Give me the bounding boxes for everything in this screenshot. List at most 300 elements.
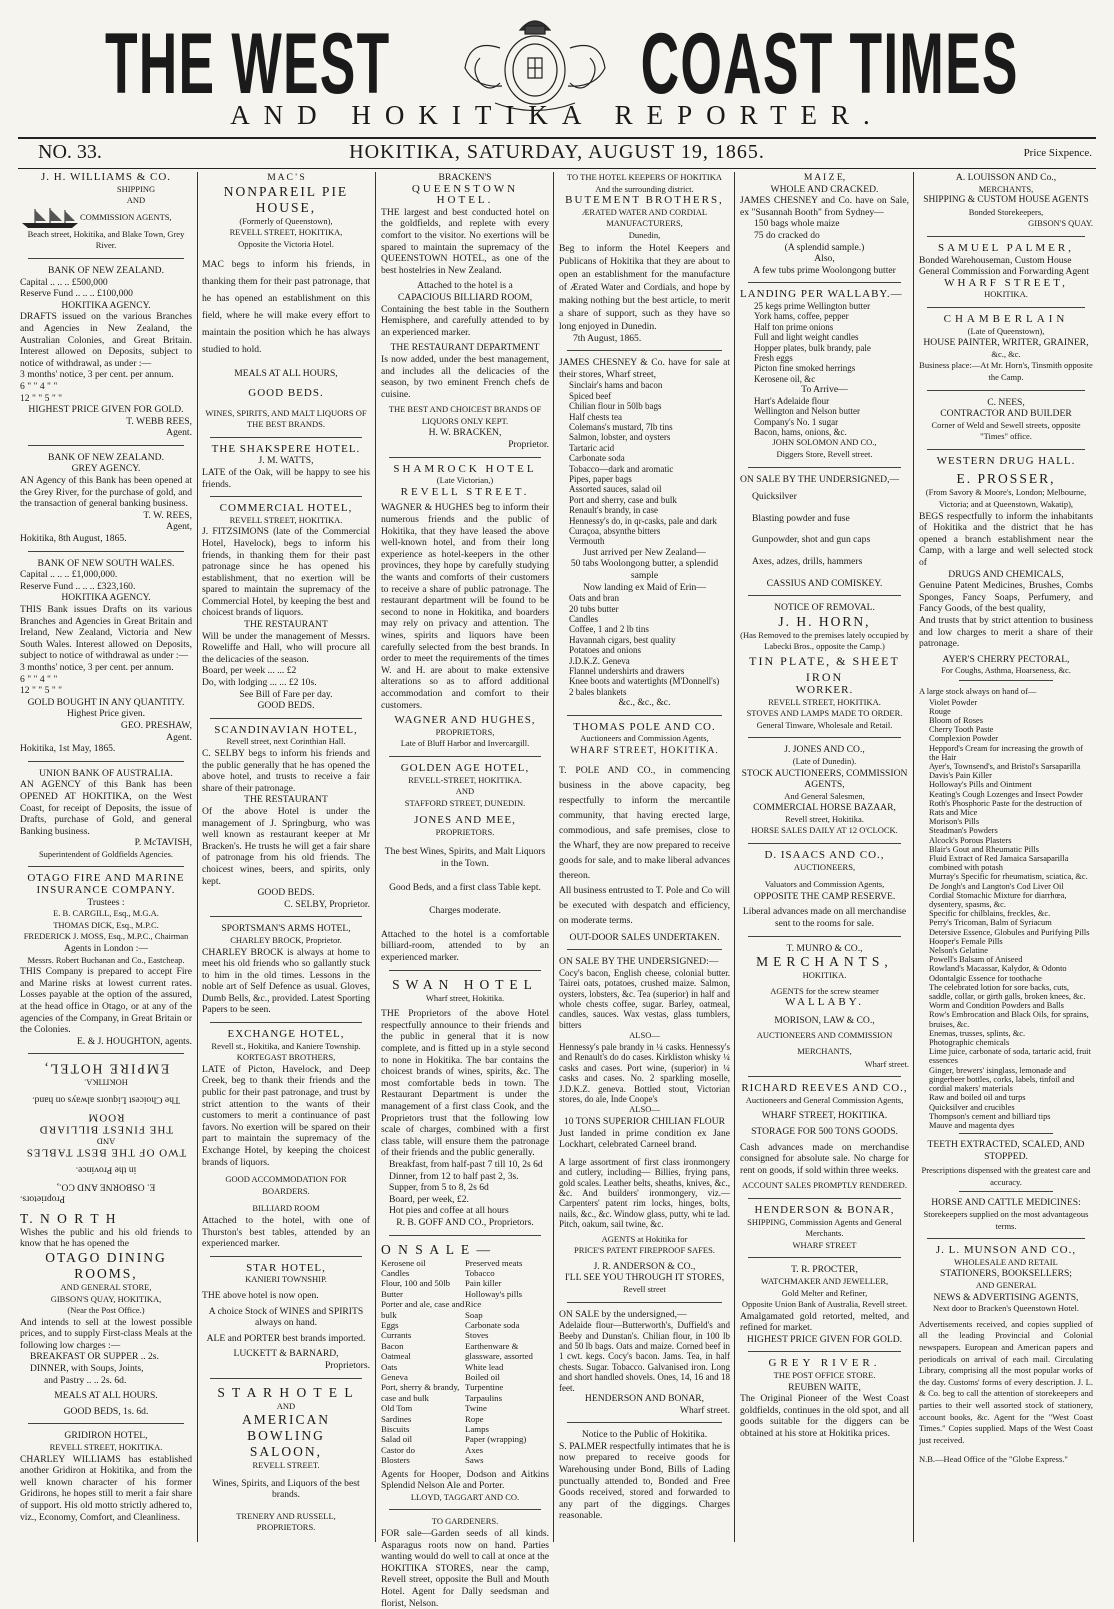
- column-1: [18, 172, 194, 1542]
- ad-bank-nsw: [20, 558, 192, 755]
- list-item: Geneva: [381, 1371, 408, 1382]
- ad-line: AND: [276, 1400, 296, 1411]
- ad-heading: SPORTSMAN'S ARMS HOTEL,: [221, 923, 351, 935]
- list-item: Tobacco—dark and aromatic: [569, 463, 674, 474]
- ad-line: MEALS AT ALL HOURS,: [234, 368, 338, 380]
- ad-heading: BRACKEN'S: [438, 172, 492, 183]
- ad-heading: S T A R H O T E L: [217, 1384, 355, 1400]
- ad-line: The Choicest Liquors always on hand.: [32, 1094, 180, 1106]
- list-item: Port and sherry, case and bulk: [569, 494, 677, 505]
- ad-richard-reeves: [740, 1083, 909, 1192]
- ad-heading: T. MUNRO & CO.,: [786, 942, 863, 954]
- ad-anderson-on-sale: [559, 956, 730, 1295]
- list-item: Kerosene oil, &c: [754, 373, 816, 384]
- separator: [927, 1238, 1085, 1239]
- ad-line: Capital .. .. .. £1,000,000.: [20, 569, 118, 581]
- ad-heading: I'LL SEE YOU THROUGH IT STORES,: [564, 1272, 725, 1284]
- column-2: [200, 172, 372, 1542]
- list-item: Castor do: [381, 1444, 415, 1455]
- list-item: Chilian flour in 50lb bags: [569, 401, 662, 412]
- ad-date: Hokitika, 1st May, 1865.: [20, 743, 116, 755]
- goods-list: [559, 593, 730, 697]
- separator: [210, 718, 362, 719]
- column-3: [379, 172, 551, 1609]
- ad-line: Attached to the hotel is a: [417, 280, 513, 292]
- ad-gridiron-hotel: [20, 1430, 192, 1523]
- ad-subheading: (Late of Dunedin).: [792, 755, 857, 766]
- ad-heading: ON SALE BY THE UNDERSIGNED,—: [740, 473, 900, 485]
- ad-body: BEGS respectfully to inform the inhabitants of Hokitika and the district that he has opened a branch establishment near the Camp, with a large and well selected stock of: [919, 510, 1093, 569]
- list-item: Sinclair's hams and bacon: [569, 380, 663, 391]
- list-item: Oats and bran: [569, 593, 619, 604]
- list-item: Candles: [569, 614, 598, 625]
- separator: [28, 445, 184, 446]
- sale-list-right: [465, 1258, 549, 1466]
- ad-subheading: (Late Victorian,): [436, 475, 494, 486]
- separator: [748, 595, 901, 596]
- separator: [567, 1422, 722, 1423]
- ad-body: AN Agency of this Bank has been opened at the Grey River, for the purchase of gold, and the transaction of general banking business.: [20, 475, 192, 510]
- ad-line: Do, with lodging ... ... £2 10s.: [202, 677, 317, 689]
- ad-line: SHIPPING: [116, 183, 156, 194]
- list-item: Carbonate soda: [569, 453, 625, 464]
- ad-heading: GRIDIRON HOTEL,: [64, 1430, 148, 1442]
- ad-body: THE largest and best conducted hotel on the goldfields, and replete with every comfort to the visitor. No exertions will be spared to maintain the supremacy of the QUEENSTOWN HOTEL, as one of the best hostelries in New Zealand.: [381, 206, 549, 276]
- ad-heading: HENDERSON & BONAR,: [754, 1203, 895, 1216]
- ad-body: AN AGENCY of this Bank has been OPENED AT HOKITIKA, on the West Coast, for receipt of Deposits, the issue of Drafts, purchase of Gold, and general Banking business.: [20, 779, 192, 837]
- ad-line: AGENTS at Hokitika for: [601, 1233, 688, 1244]
- ad-subheading: KANIERI TOWNSHIP.: [245, 1274, 327, 1285]
- ad-body: Cash advances made on merchandise consigned for absolute sale. No charge for rent on goods, if sold within three weeks.: [740, 1141, 909, 1176]
- ad-body: (Has Removed to the premises lately occupied by Labecki Bros., opposite the Camp.): [740, 629, 909, 652]
- ad-line: GOLD BOUGHT IN ANY QUANTITY.: [27, 696, 185, 708]
- ad-heading: TO GARDENERS.: [431, 1516, 499, 1527]
- list-item: Worm and Condition Powders and Balls: [929, 1001, 1064, 1011]
- ad-heading: GOLDEN AGE HOTEL,: [400, 761, 530, 774]
- ad-body: The best Wines, Spirits, and Malt Liquors in the Town.: [384, 846, 546, 870]
- ad-line: &c., &c.: [991, 348, 1021, 359]
- list-item: Flour, 100 and 50lb: [381, 1278, 451, 1289]
- ad-heading: NEWS & ADVERTISING AGENTS,: [933, 1291, 1079, 1303]
- list-item: Raw and boiled oil and turps: [929, 1093, 1026, 1103]
- ad-line: GOOD BEDS.: [257, 887, 315, 899]
- separator: [748, 467, 901, 468]
- list-item: Havannah cigars, best quality: [569, 634, 676, 645]
- ad-bank-nz-grey: [20, 452, 192, 545]
- ad-signature: Agent.: [166, 731, 192, 743]
- ad-line: Gold Melter and Refiner,: [781, 1287, 868, 1298]
- ad-line: Next door to Bracken's Queenstown Hotel.: [933, 1303, 1079, 1314]
- ad-body: THE Proprietors of the above Hotel respectfully announce to their friends and the public in general that it is now complete, and is fitted up in a style second to none in Hokitika. The bar contains the choicest brands of wines, spirits, &c. The most comfortable beds in town. The Restaurant Department is under the management of a first class Cook, and the Proprietors trust that the following low scale of charges, combined with a first class table, will ensure them the patronage of their friends and the public generally.: [381, 1008, 549, 1159]
- ad-line: Breakfast, from half-past 7 till 10, 2s 6d: [389, 1158, 543, 1170]
- ad-line: AND: [96, 1136, 116, 1147]
- masthead-title-right: COAST TIMES: [640, 16, 1019, 112]
- list-item: Twine: [465, 1403, 487, 1414]
- list-item: Mauve and magenta dyes: [929, 1120, 1015, 1130]
- ad-subheading: (From Savory & Moore's, London; Melbourne, Victoria; and at Queenstown, Wakatip),: [925, 487, 1087, 510]
- ad-grey-river-store: [740, 1358, 909, 1439]
- separator: [28, 1053, 184, 1054]
- list-item: Murray's Specific for rheumatism, sciatica, &c.: [929, 872, 1088, 882]
- list-item: Tarpaulins: [465, 1392, 503, 1403]
- ad-subheading: (Late of Queenstown),: [967, 325, 1045, 336]
- list-item: Rowland's Macassar, Kalydor, & Odonto: [929, 964, 1067, 974]
- list-item: Flannel undershirts and drawers: [569, 666, 685, 677]
- ad-subheading: Auctioneers and General Commission Agents,: [745, 1094, 904, 1105]
- ad-james-chesney-stores: [559, 357, 730, 709]
- ad-body: DRAFTS issued on the various Branches and Agencies in New Zealand, the Australian Colonies, and Great Britain. Interest allowed on Deposits, subject to notice of withdrawal, as under :—: [20, 311, 192, 369]
- ad-line: Axes, adzes, drills, hammers: [752, 555, 863, 567]
- list-item: Rope: [465, 1413, 484, 1424]
- ad-heading: 10 TONS SUPERIOR CHILIAN FLOUR: [563, 1115, 726, 1127]
- list-item: Fluid Extract of Red Jamaica Sarsaparilla combined with potash: [929, 854, 1069, 873]
- list-item: Enemas, trusses, splints, &c.: [929, 1028, 1026, 1038]
- ad-signature: HENDERSON AND BONAR,: [584, 1392, 705, 1404]
- ad-body: Agents for Hooper, Dodson and Aitkins Splendid Nelson Ale and Porter.: [381, 1468, 549, 1492]
- list-item: Photographic chemicals: [929, 1038, 1010, 1048]
- ad-jh-williams: [20, 172, 192, 252]
- ad-heading: AMERICAN BOWLING: [241, 1412, 330, 1444]
- ad-body: Genuine Patent Medicines, Brushes, Combs Sponges, Fancy Soaps, Perfumery, and Fancy Goods, of the best quality,: [919, 580, 1093, 615]
- ad-body: Just landed in prime condition ex Jane Lockhart, celebrated Carneel brand.: [559, 1127, 730, 1151]
- ad-line: A choice Stock of WINES and SPIRITS always on hand.: [208, 1305, 364, 1329]
- ad-subheading: REVELL STREET, HOKITIKA.: [49, 1442, 163, 1453]
- ad-line: Valuators and Commission Agents,: [764, 879, 885, 890]
- ad-subheading: MANUFACTURERS,: [606, 218, 683, 229]
- ad-bank-nz: [20, 265, 192, 439]
- list-item: Coffee, 1 and 2 lb tins: [569, 624, 649, 635]
- list-item: Full and light weight candles: [754, 332, 859, 343]
- ad-heading: O N S A L E —: [381, 1241, 493, 1257]
- ad-body: FOR sale—Garden seeds of all kinds. Asparagus roots now on hand. Parties wanting would do well to call at once at the HOKITIKA STORES, near the camp, Revell street, opposite the Bull and Mouth Hotel. Agent for Dally seedsman and florist, Nelson.: [381, 1528, 549, 1609]
- ad-body: Wishes the public and his old friends to know that he has opened the: [20, 1226, 192, 1250]
- ad-line: AYER'S CHERRY PECTORAL,: [942, 653, 1070, 665]
- goods-list: [740, 301, 909, 384]
- ad-body: JAMES CHESNEY and Co. have on Sale, ex "Susannah Booth" from Sydney—: [740, 195, 909, 218]
- ad-body: AUCTIONEERS AND COMMISSION MERCHANTS,: [756, 1029, 893, 1056]
- list-item: Roth's Phosphoric Paste for the destruction of Rats and Mice: [929, 798, 1083, 817]
- list-item: Colemans's mustard, 7lb tins: [569, 421, 673, 432]
- list-item: Morison's Pills: [929, 817, 980, 827]
- list-item: Old Tom: [381, 1403, 413, 1414]
- ad-body: Hennessy's pale brandy in ¼ casks. Hennessy's and Renault's do do cases. Kirkliston whisky ¼ casks and cases. Port wine, (superior) in ¼ casks and cases. No. 2 sparkling moselle, J.D.K.Z. geneva. Bottled stout, Victorian stores, do ale, Inde Coope's: [559, 1041, 730, 1104]
- list-item: Holloway's pills: [465, 1288, 523, 1299]
- ad-swan-hotel: [381, 977, 549, 1229]
- ad-body: All business entrusted to T. Pole and Co will be executed with despatch and efficiency, on moderate terms.: [559, 884, 730, 926]
- ad-landing-wallaby: [740, 289, 909, 460]
- list-item: De Jongh's and Langton's Cod Liver Oil: [929, 881, 1064, 891]
- ad-line: Also,: [814, 253, 835, 265]
- ad-line: in the Province.: [75, 1164, 137, 1176]
- ad-subheading: REVELL STREET, HOKITIKA.: [229, 514, 343, 525]
- ad-commercial-hotel: [202, 503, 370, 712]
- list-item: 2 bales blankets: [569, 686, 627, 697]
- ad-line: E. B. CARGILL, Esq., M.G.A.: [53, 908, 159, 919]
- list-item: Picton fine smoked herrings: [754, 363, 856, 374]
- ad-body: Cocy's bacon, English cheese, colonial butter. Tairei oats, potatoes, crushed maize. Salmon, oysters, lobsters, &c. Tea (superior) in half and whole chests coffee, sugar. Barley, oatmeal, candles, sauces. Wax vestas, glass tumblers, bitters: [559, 967, 730, 1030]
- ad-body: Containing the best table in the Southern Hemisphere, and carefully attended to by an experienced marker.: [381, 303, 549, 338]
- ad-body: A large assortment of first class ironmongery and cutlery, including— Billies, frying pans, gold scales. Leather belts, sheaths, knives, &c., &c. And builders' ironmongery, viz.— Carpenters' patent rim locks, hinges, bolts, nails, &c., &c. Window glass, putty, whi te lad. Pitch, oakum, sail twine, &c.: [559, 1156, 730, 1230]
- ad-heading: SAMUEL PALMER,: [938, 241, 1074, 254]
- ad-line: COMMERCIAL HORSE BAZAAR,: [753, 802, 896, 814]
- list-item: Blair's Gout and Rheumatic Pills: [929, 844, 1039, 854]
- ad-line: Gunpowder, shot and gun caps: [752, 534, 871, 546]
- ad-heading: OTAGO DINING ROOMS,: [45, 1249, 167, 1281]
- ad-line: Agents in London :—: [64, 943, 148, 955]
- ad-body: LATE of Picton, Havelock, and Deep Creek, beg to thank their friends and the public for their past patronage, and trust by strict attention to the wants of their customers to merit a continuance of past favors. No exertion will be spared on their part to maintain the supremacy of the Exchange Hotel, by keeping the choicest brands of liquors.: [202, 1063, 370, 1168]
- separator: [748, 1351, 901, 1352]
- ad-subheading: Revell street: [623, 1283, 666, 1294]
- ad-subheading: Auctioneers and Commission Agents,: [580, 733, 709, 744]
- ad-subheading: THE RESTAURANT: [244, 794, 328, 806]
- ad-line: GOOD BEDS.: [248, 386, 324, 399]
- ad-body: Advertisements received, and copies supplied of all the leading Provincial and Colonial newspapers. European and American papers and periodicals on arrival of each mail. Circulating Library, comprising all the most popular works of the day. Customs' forms of every description. J. L. & Co. beg to call the attention of storekeepers and parties to their well assorted stock of stationery, account books, &c. Agent for the "West Coast Times." Copies supplied. Maps of the West Coast just received.: [919, 1318, 1093, 1445]
- ad-body: Beg to inform the Hotel Keepers and Publicans of Hokitika that they are about to open an establishment for the manufacture of Ærated Water and Cordials, and hope by making nothing but the best article, to merit a share of support, such as they have so long enjoyed in Dunedin.: [559, 242, 730, 332]
- ad-line: Dinner, from 12 to half past 2, 3s.: [389, 1170, 519, 1182]
- ad-body: LATE of the Oak, will be happy to see his friends.: [202, 466, 370, 490]
- list-item: Alcock's Porous Plasters: [929, 835, 1012, 845]
- list-item: Curaçoa, absynthe bitters: [569, 526, 661, 537]
- ad-subheading: WHOLE AND CRACKED.: [770, 183, 879, 195]
- list-item: Nelson's Gelatine: [929, 946, 988, 956]
- ad-subheading: REVELL STREET.: [252, 1460, 320, 1471]
- list-item: The celebrated lotion for sore backs, cuts, saddle, collar, or girth galls, broken knees, &c.: [929, 982, 1086, 1002]
- ad-body: CHARLEY BROCK is always at home to meet his old friends who so gallantly stuck to him in the old times. Lessons in the noble art of Self Defence as usual. Gloves, Dumb Bells, &c., provided. Latest Sporting Papers to be seen.: [202, 946, 370, 1016]
- ad-signature: Late of Bluff Harbor and Invercargill.: [400, 738, 530, 749]
- ad-tr-procter: [740, 1264, 909, 1345]
- separator: [28, 551, 184, 552]
- ad-body: S. PALMER respectfully intimates that he is now prepared to receive goods for Warehousing under Bond, Bills of Lading punctually attended to, Bonded and Free Goods received, stored and forwarded to any part of the diggings. Charges reasonable.: [559, 1440, 730, 1522]
- list-item: Lamps: [465, 1424, 489, 1434]
- separator: [567, 949, 722, 950]
- separator: [210, 1022, 362, 1023]
- top-rule: [18, 137, 1096, 139]
- ad-subheading: Wharf street, Hokitika.: [425, 992, 505, 1003]
- ad-star-hotel-bowling: [202, 1385, 370, 1535]
- ad-subheading: WHOLESALE AND RETAIL: [954, 1256, 1058, 1267]
- separator: [389, 1235, 541, 1236]
- ad-line: ALSO—: [629, 1030, 660, 1041]
- list-item: Kerosene oil: [381, 1257, 426, 1268]
- ad-body: C. SELBY begs to inform his friends and the public generally that he has opened the above hotel, and trusts to receive a fair share of their patronage.: [202, 748, 370, 794]
- ad-subheading: GREY AGENCY.: [71, 463, 141, 475]
- ad-line: Trustees :: [87, 896, 125, 908]
- list-item: Quicksilver and crucibles: [929, 1102, 1015, 1112]
- list-item: Preserved meats: [465, 1257, 523, 1268]
- ad-heading: WHARF STREET,: [944, 276, 1068, 289]
- ad-body: Is now added, under the best management, and includes all the delicacies of the season, by two eminent French chefs de cuisine.: [381, 353, 549, 400]
- ad-body: MAC begs to inform his friends, in thanking them for their past patronage, that he has opened an establishment on this field, where he will make every effort to maintain the position which he has always studied to hold.: [202, 259, 370, 356]
- ad-signature: R. B. GOFF AND CO., Proprietors.: [396, 1216, 534, 1228]
- separator: [748, 282, 901, 283]
- ad-line: To Arrive—: [801, 384, 848, 396]
- list-item: Carbonate soda: [465, 1319, 520, 1330]
- ad-body: Amalgamated gold retorted, melted, and refined for market.: [740, 1310, 909, 1334]
- list-item: Port, sherry & brandy, case and bulk: [381, 1382, 460, 1403]
- ad-body: Of the above Hotel is under the management of J. Springburg, who was well known as restaurant keeper at Mr Bracken's. He trusts he will get a fair share of patronage from his old friends. The choicest wines, beers, and spirits, only kept.: [202, 805, 370, 887]
- ad-heading: J. H. HORN,: [778, 613, 871, 629]
- separator: [210, 437, 362, 438]
- list-item: Cherry Tooth Paste: [929, 725, 994, 735]
- ad-heading: COMMERCIAL HOTEL,: [219, 502, 353, 515]
- ad-queenstown-hotel: [381, 172, 549, 451]
- list-item: Davis's Pain Killer: [929, 771, 992, 781]
- ad-subheading: Revell st., Hokitika, and Kaniere Township.: [211, 1040, 361, 1051]
- ad-line: HOKITIKA.: [84, 1077, 128, 1088]
- ad-line: DRUGS AND CHEMICALS,: [948, 568, 1064, 580]
- columns: [18, 171, 1096, 1609]
- column-6: [917, 172, 1095, 1542]
- ad-shakspere-hotel: [202, 444, 370, 490]
- ad-line: Proprietors.: [20, 1193, 66, 1205]
- masthead-subtitle: AND HOKITIKA REPORTER.: [230, 100, 884, 130]
- list-item: Ayer's, Townsend's, and Bristol's Sarsaparilla: [929, 761, 1081, 771]
- ad-heading: NONPAREIL PIE HOUSE,: [223, 183, 349, 215]
- ad-line: PRICE'S PATENT FIREPROOF SAFES.: [574, 1245, 715, 1256]
- ad-line: And General Salesmen,: [784, 790, 865, 801]
- ad-line: AND: [455, 786, 475, 797]
- list-item: Blosters: [381, 1455, 410, 1466]
- list-item: Violet Powder: [929, 697, 978, 707]
- ad-line: GIBSON'S QUAY.: [1028, 218, 1093, 229]
- separator: [28, 258, 184, 259]
- list-item: Tobacco: [465, 1267, 495, 1278]
- ad-subheading: AUCTIONEERS,: [793, 861, 856, 872]
- separator: [28, 1423, 184, 1424]
- ad-heading: Notice to the Public of Hokitika.: [581, 1429, 708, 1441]
- ad-subheading: SHIPPING, Commission Agents and General Merchants.: [747, 1216, 902, 1239]
- ad-shamrock-hotel: [381, 464, 549, 750]
- list-item: Soap: [465, 1309, 483, 1320]
- list-item: Heppord's Cream for increasing the growth of the Hair: [929, 743, 1084, 762]
- ad-signature: J. R. ANDERSON & CO.,: [593, 1260, 696, 1272]
- ad-empire-hotel-inverted: [20, 1060, 192, 1204]
- ad-line: ALE and PORTER best brands imported.: [206, 1332, 366, 1344]
- ad-heading: THOMAS POLE AND CO.: [573, 720, 716, 733]
- ad-thomas-pole: [559, 722, 730, 943]
- ad-subheading: HOKITIKA AGENCY.: [61, 592, 151, 604]
- goods-list: [740, 396, 909, 438]
- list-item: Specific for chilblains, freckles, &c.: [929, 909, 1051, 919]
- ad-line: WALLABY.: [784, 996, 865, 1009]
- ad-line: HIGHEST PRICE GIVEN FOR GOLD.: [746, 1333, 903, 1345]
- ad-line: BREAKFAST OR SUPPER .. 2s.: [30, 1351, 159, 1363]
- list-item: Bacon: [381, 1340, 404, 1351]
- ad-line: E. OSBORNE AND CO.,: [56, 1182, 156, 1194]
- ad-signature: Wharf street.: [679, 1404, 730, 1416]
- ad-signature: H. W. BRACKEN,: [428, 427, 502, 439]
- separator: [28, 866, 184, 867]
- ad-line: 3 months' notice, 3 per cent. per annum.: [20, 661, 174, 673]
- ad-heading: ON SALE BY THE UNDERSIGNED:—: [559, 956, 719, 968]
- list-item: Half ton prime onions: [754, 321, 834, 332]
- ad-golden-age-hotel: [381, 763, 549, 964]
- ad-heading: OTAGO FIRE AND MARINE INSURANCE COMPANY.: [27, 872, 185, 897]
- ad-signature: Proprietor.: [508, 439, 549, 451]
- list-item: Half chests tea: [569, 411, 622, 422]
- ad-signature: E. & J. HOUGHTON, agents.: [77, 1035, 192, 1047]
- list-item: Porter and ale, case and bulk: [381, 1299, 465, 1320]
- ad-heading: SHIPPING & CUSTOM HOUSE AGENTS: [923, 195, 1089, 206]
- ad-chamberlain: [919, 314, 1093, 384]
- ad-sportsmans-arms: [202, 923, 370, 1016]
- list-item: J.D.K.Z. Geneva: [569, 655, 630, 666]
- ad-line: TWO OF THE BEST TABLES: [25, 1146, 187, 1159]
- ad-body: And intends to sell at the lowest possible prices, and to supply First-class Meals at the following low charges :—: [20, 1316, 192, 1351]
- ad-line: Just arrived per New Zealand—: [583, 546, 706, 558]
- list-item: Oatmeal: [381, 1351, 411, 1362]
- ad-subheading: Revell street, next Corinthian Hall.: [226, 736, 346, 747]
- ad-heading: STORAGE FOR 500 TONS GOODS.: [751, 1125, 898, 1137]
- ad-heading: STATIONERS, BOOKSELLERS;: [940, 1268, 1072, 1280]
- ad-line: 75 do cracked do: [754, 229, 820, 241]
- ad-cassius-comiskey: [740, 474, 909, 590]
- masthead: [0, 0, 1114, 140]
- separator: [748, 1257, 901, 1258]
- ad-signature: Agent.: [166, 427, 192, 439]
- ad-body: Wines, Spirits, and Liquors of the best brands.: [212, 1477, 360, 1501]
- ad-heading: C. NEES,: [987, 396, 1025, 408]
- ad-jh-horn: [740, 602, 909, 731]
- ad-heading: SHAMROCK HOTEL: [393, 462, 537, 475]
- ad-signature: Agent,: [166, 521, 192, 533]
- ad-heading: E. PROSSER,: [956, 471, 1056, 487]
- ad-heading: J. JONES AND CO.,: [784, 744, 865, 756]
- list-item: Turpentine: [465, 1382, 504, 1393]
- ad-heading: BANK OF NEW SOUTH WALES.: [37, 557, 175, 569]
- ad-j-jones: [740, 744, 909, 837]
- separator: [959, 680, 1053, 681]
- ad-line: Beach street, Hokitika, and Blake Town, Grey River.: [27, 228, 185, 251]
- separator: [927, 390, 1085, 391]
- ad-subheading: HOKITIKA.: [802, 970, 847, 981]
- ad-line: OPPOSITE THE CAMP RESERVE.: [753, 890, 896, 902]
- list-item: Bloom of Roses: [929, 715, 983, 725]
- ad-maize: [740, 172, 909, 276]
- ship-icon: [20, 207, 80, 229]
- list-item: Hopper plates, bulk brandy, pale: [754, 342, 871, 353]
- ad-line: Bonded Warehouseman, Custom House: [919, 254, 1072, 266]
- ad-line: PROPRIETORS.: [435, 826, 495, 837]
- ad-line: (Formerly of Queenstown),: [239, 215, 333, 226]
- ad-line: HORSE SALES DAILY AT 12 O'CLOCK.: [751, 825, 898, 836]
- ad-line: N.B.—Head Office of the "Globe Express.": [919, 1454, 1068, 1465]
- list-item: Paper (wrapping): [465, 1434, 527, 1445]
- ad-c-nees: [919, 397, 1093, 443]
- list-item: Lime juice, carbonate of soda, tartaric acid, fruit essences: [929, 1047, 1091, 1066]
- list-item: Thompson's cement and billiard tips: [929, 1111, 1051, 1121]
- ad-body: Will be under the management of Messrs. Roweliffe and Hall, who will procure all the delicacies of the season.: [202, 630, 370, 665]
- separator: [748, 936, 901, 937]
- ad-line: Storekeepers supplied on the most advantageous terms.: [923, 1209, 1089, 1231]
- list-item: Fresh eggs: [754, 352, 793, 363]
- list-item: Pipes, paper bags: [569, 474, 632, 484]
- ad-line: Opposite Union Bank of Australia, Revell street.: [741, 1299, 908, 1310]
- ad-subheading: THE RESTAURANT: [244, 619, 328, 631]
- ad-heading: T. N O R T H: [20, 1210, 118, 1226]
- ad-subheading: HOKITIKA.: [984, 289, 1028, 300]
- ad-line: A large stock always on hand of—: [919, 685, 1037, 696]
- ad-subheading: REVELL-STREET, HOKITIKA.: [408, 774, 522, 785]
- ad-line: 150 bags whole maize: [754, 218, 840, 230]
- separator: [210, 1256, 362, 1257]
- ad-signature: PROPRIETORS,: [435, 726, 495, 737]
- ad-signature: Diggers Store, Revell street.: [776, 449, 873, 459]
- ad-heading: WORKER.: [795, 683, 854, 696]
- separator: [927, 449, 1085, 450]
- list-item: Tartaric acid: [569, 442, 615, 453]
- ad-heading: TIN PLATE, & SHEET IRON: [749, 653, 900, 684]
